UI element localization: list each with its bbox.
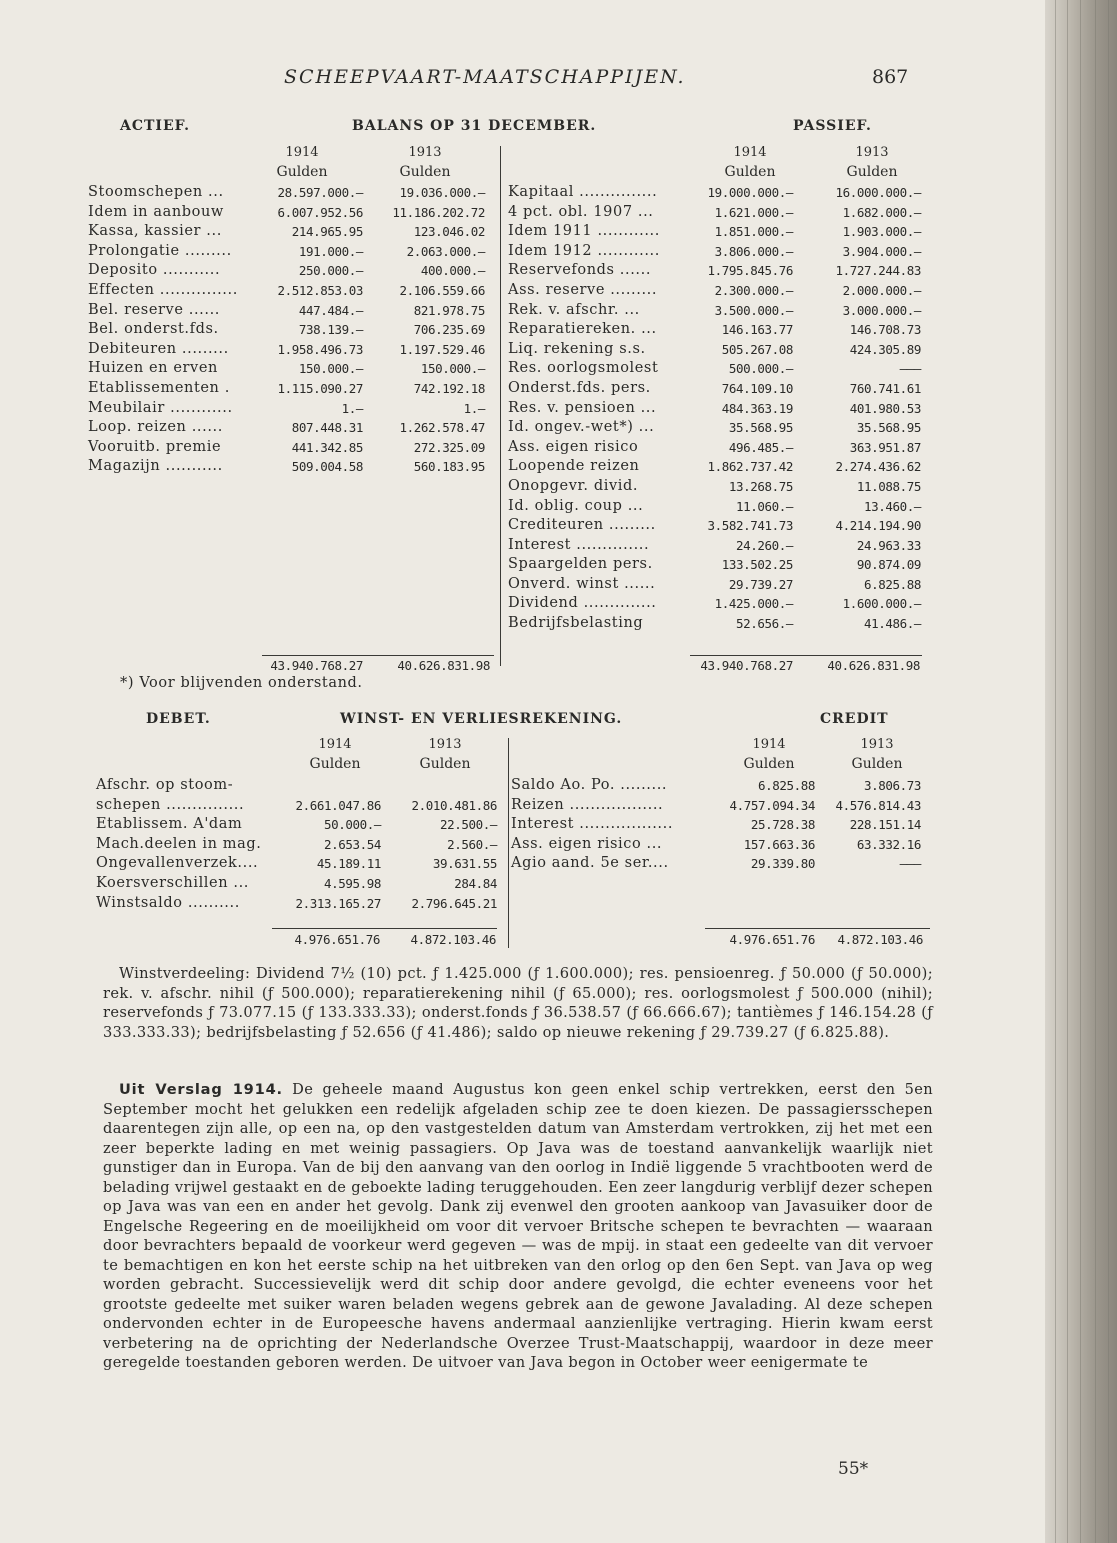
passief-label: Id. oblig. coup ... — [508, 497, 644, 514]
passief-heading: PASSIEF. — [793, 118, 872, 134]
actief-row — [88, 340, 493, 360]
actief-value-1913: 1.197.529.46 — [399, 341, 485, 357]
passief-unit-1913: Gulden — [846, 164, 898, 180]
debet-row — [96, 796, 501, 816]
passief-row — [508, 418, 921, 438]
passief-value-1914: 11.060.— — [735, 498, 793, 514]
passief-value-1914: 500.000.— — [728, 361, 793, 377]
passief-value-1914: 24.260.— — [735, 537, 793, 553]
passief-value-1913: 35.568.95 — [856, 420, 921, 436]
actief-row — [88, 301, 493, 321]
debet-total-rule — [272, 928, 497, 929]
credit-label: Interest .................. — [511, 816, 674, 833]
actief-total-1914: 43.940.768.27 — [270, 658, 363, 673]
actief-unit-1913: Gulden — [399, 164, 451, 180]
debet-value-1913: 2.010.481.86 — [411, 797, 497, 813]
passief-year-1913: 1913 — [855, 145, 889, 160]
passief-label: Id. ongev.-wet*) ... — [508, 419, 655, 436]
passief-row — [508, 261, 921, 281]
verslag-body: De geheele maand Augustus kon geen enkel schip vertrekken, eerst den 5en September mocht het gelukken een redelijk afgeladen schip zee te doen kiezen. De passagiersschepen daarentegen zijn alle, op een na, op den vastgestelden datum van Amsterdam vertrokken, zij het met een zeer beperkte lading en met weinig passagiers. Op Java was de toestand aanvankelijk waarlijk niet gunstiger dan in Europa. Van de bij den aanvang van den oorlog in Indië liggende 5 vrachtbooten werd de belading vrijwel gestaakt en de geboekte lading teruggehouden. Een zeer langdurig verblijf dezer schepen op Java was van een en ander het gevolg. Dank zij evenwel den grooten aankoop van Javasuiker door de Engelsche Regeering en de moeilijkheid om voor dit vervoer Britsche schepen te bevrachten — waaraan door bevrachters bepaald de voorkeur werd gegeven — was de mpij. in staat een gedeelte van dit vervoer te bemachtigen en kon het eerste schip na het uitbreken van den orlog op den 6en Sept. van Java op weg worden gebracht. Successievelijk werd dit schip door andere gevolgd, die echter eveneens voor het grootste gedeelte met suiker waren beladen wegens gebrek aan de gewone Javalading. Al deze schepen ondervonden echter in de Europeesche havens andermaal aanzienlijke vertraging. Hierin kwam eerst verbetering na de oprichting der Nederlandsche Overzee Trust-Maatschappij, waardoor in deze meer geregelde toestanden geboren werden. De uitvoer van Java begon in October weer eenigermate te — [103, 1081, 933, 1371]
actief-label: Idem in aanbouw — [88, 203, 224, 220]
actief-label: Huizen en erven — [88, 360, 218, 377]
debet-label: Etablissem. A'dam — [96, 816, 243, 833]
passief-row — [508, 497, 921, 517]
credit-value-1913: ——— — [899, 856, 921, 872]
passief-row — [508, 379, 921, 399]
credit-row — [511, 796, 921, 816]
actief-value-1913: 19.036.000.— — [399, 185, 485, 200]
passief-value-1913: 11.088.75 — [856, 478, 921, 494]
debet-value-1913: 2.796.645.21 — [411, 895, 497, 911]
debet-row — [96, 776, 501, 796]
actief-label: Etablissementen . — [88, 379, 230, 396]
actief-row — [88, 418, 493, 438]
debet-year-1913: 1913 — [428, 737, 462, 752]
debet-row — [96, 894, 501, 914]
debet-value-1913: 39.631.55 — [432, 856, 497, 872]
passief-value-1913: 424.305.89 — [849, 341, 921, 357]
actief-value-1913: 123.046.02 — [413, 224, 485, 240]
passief-year-1914: 1914 — [733, 145, 767, 160]
actief-year-1913: 1913 — [408, 145, 442, 160]
passief-value-1913: 363.951.87 — [849, 439, 921, 455]
debet-label: Afschr. op stoom- — [96, 777, 234, 793]
passief-label: Bedrijfsbelasting — [508, 615, 644, 632]
actief-value-1913: 1.262.578.47 — [399, 420, 485, 436]
actief-heading: ACTIEF. — [120, 118, 191, 134]
passief-value-1914: 3.500.000.— — [714, 302, 793, 318]
passief-row — [508, 359, 921, 379]
credit-value-1914: 157.663.36 — [743, 836, 815, 852]
debet-row — [96, 835, 501, 855]
passief-value-1913: 1.600.000.— — [842, 596, 921, 612]
passief-total-1913: 40.626.831.98 — [827, 658, 920, 673]
pl-divider — [508, 738, 509, 948]
actief-unit-1914: Gulden — [276, 164, 328, 180]
passief-row — [508, 320, 921, 340]
passief-value-1914: 1.851.000.— — [714, 224, 793, 240]
credit-value-1913: 228.151.14 — [849, 817, 921, 833]
passief-value-1914: 52.656.— — [735, 616, 793, 632]
debet-row — [96, 815, 501, 835]
actief-row — [88, 281, 493, 301]
passief-table — [508, 183, 921, 634]
passief-label: Liq. rekening s.s. — [508, 340, 646, 357]
actief-value-1914: 2.512.853.03 — [277, 282, 363, 298]
actief-value-1913: 272.325.09 — [413, 439, 485, 455]
debet-row — [96, 854, 501, 874]
passief-value-1914: 2.300.000.— — [714, 282, 793, 298]
actief-row — [88, 457, 493, 477]
passief-row — [508, 222, 921, 242]
actief-value-1914: 509.004.58 — [291, 459, 363, 475]
credit-row — [511, 776, 921, 796]
debet-label: schepen ............... — [96, 796, 245, 813]
credit-label: Agio aand. 5e ser.... — [511, 855, 669, 872]
verslag-lead: Uit Verslag 1914. — [119, 1081, 283, 1098]
passief-label: Crediteuren ......... — [508, 517, 656, 534]
passief-value-1914: 505.267.08 — [721, 341, 793, 357]
passief-label: Reservefonds ...... — [508, 262, 652, 279]
actief-value-1913: 2.106.559.66 — [399, 282, 485, 298]
passief-value-1914: 1.795.845.76 — [707, 263, 793, 279]
passief-value-1914: 35.568.95 — [728, 420, 793, 436]
book-gutter — [1045, 0, 1117, 1543]
passief-value-1913: 146.708.73 — [849, 322, 921, 338]
passief-value-1914: 3.806.000.— — [714, 243, 793, 259]
actief-value-1914: 28.597.000.— — [277, 185, 363, 200]
passief-label: Interest .............. — [508, 536, 650, 553]
passief-value-1913: 1.727.244.83 — [835, 263, 921, 279]
passief-label: Kapitaal ............... — [508, 184, 658, 200]
actief-value-1914: 191.000.— — [298, 243, 363, 259]
debet-label: Winstsaldo .......... — [96, 894, 240, 911]
passief-value-1914: 29.739.27 — [728, 576, 793, 592]
actief-label: Stoomschepen ... — [88, 184, 224, 200]
credit-year-1914: 1914 — [752, 737, 786, 752]
passief-row — [508, 301, 921, 321]
debet-year-1914: 1914 — [318, 737, 352, 752]
passief-value-1914: 146.163.77 — [721, 322, 793, 338]
actief-row — [88, 261, 493, 281]
actief-value-1914: 214.965.95 — [291, 224, 363, 240]
actief-label: Bel. reserve ...... — [88, 301, 220, 318]
actief-label: Effecten ............... — [88, 281, 238, 298]
credit-label: Reizen .................. — [511, 796, 664, 813]
credit-value-1913: 4.576.814.43 — [835, 797, 921, 813]
actief-row — [88, 379, 493, 399]
passief-total-1914: 43.940.768.27 — [700, 658, 793, 673]
passief-row — [508, 575, 921, 595]
credit-table — [511, 776, 921, 874]
actief-row — [88, 203, 493, 223]
debet-label: Koersverschillen ... — [96, 874, 249, 891]
passief-label: Rek. v. afschr. ... — [508, 301, 640, 318]
passief-row — [508, 438, 921, 458]
passief-row — [508, 281, 921, 301]
passief-value-1913: 90.874.09 — [856, 557, 921, 573]
passief-value-1914: 764.109.10 — [721, 380, 793, 396]
actief-label: Vooruitb. premie — [88, 438, 222, 455]
passief-row — [508, 536, 921, 556]
credit-value-1914: 6.825.88 — [757, 778, 815, 793]
debet-value-1913: 284.84 — [454, 875, 497, 891]
debet-label: Mach.deelen in mag. — [96, 835, 262, 852]
credit-row — [511, 815, 921, 835]
actief-year-1914: 1914 — [285, 145, 319, 160]
passief-value-1914: 13.268.75 — [728, 478, 793, 494]
credit-value-1914: 29.339.80 — [750, 856, 815, 872]
actief-value-1914: 1.115.090.27 — [277, 380, 363, 396]
credit-row — [511, 835, 921, 855]
debet-value-1914: 2.661.047.86 — [295, 797, 381, 813]
actief-value-1913: 2.063.000.— — [406, 243, 485, 259]
actief-table — [88, 183, 493, 477]
passief-label: 4 pct. obl. 1907 ... — [508, 203, 654, 220]
credit-total-1914: 4.976.651.76 — [729, 932, 815, 947]
debet-label: Ongevallenverzek.... — [96, 855, 259, 872]
passief-label: Loopende reizen — [508, 458, 640, 475]
passief-value-1914: 1.425.000.— — [714, 596, 793, 612]
passief-label: Onverd. winst ...... — [508, 575, 656, 592]
passief-value-1913: 2.000.000.— — [842, 282, 921, 298]
passief-unit-1914: Gulden — [724, 164, 776, 180]
credit-heading: CREDIT — [820, 711, 889, 727]
passief-row — [508, 555, 921, 575]
credit-row — [511, 854, 921, 874]
passief-value-1913: 24.963.33 — [856, 537, 921, 553]
actief-total-rule — [262, 655, 494, 656]
signature-mark: 55* — [838, 1459, 869, 1479]
actief-value-1913: 1.— — [463, 400, 485, 416]
actief-label: Deposito ........... — [88, 262, 221, 279]
credit-year-1913: 1913 — [860, 737, 894, 752]
credit-value-1914: 4.757.094.34 — [729, 797, 815, 813]
passief-label: Res. oorlogsmolest — [508, 360, 659, 377]
debet-table — [96, 776, 501, 913]
debet-value-1914: 2.313.165.27 — [295, 895, 381, 911]
actief-row — [88, 183, 493, 203]
actief-value-1914: 150.000.— — [298, 361, 363, 377]
actief-label: Prolongatie ......... — [88, 242, 232, 259]
passief-value-1913: ——— — [899, 361, 921, 377]
passief-value-1913: 3.000.000.— — [842, 302, 921, 318]
actief-label: Debiteuren ......... — [88, 340, 229, 357]
passief-label: Dividend .............. — [508, 595, 657, 612]
debet-row — [96, 874, 501, 894]
passief-row — [508, 614, 921, 634]
passief-label: Idem 1911 ............ — [508, 223, 660, 240]
credit-unit-1913: Gulden — [851, 756, 903, 772]
passief-value-1913: 41.486.— — [863, 616, 921, 632]
passief-value-1913: 1.682.000.— — [842, 204, 921, 220]
passief-value-1913: 4.214.194.90 — [835, 518, 921, 534]
actief-value-1913: 11.186.202.72 — [392, 204, 485, 220]
actief-value-1913: 560.183.95 — [413, 459, 485, 475]
debet-total-1914: 4.976.651.76 — [294, 932, 380, 947]
actief-value-1913: 821.978.75 — [413, 302, 485, 318]
actief-row — [88, 399, 493, 419]
debet-unit-1914: Gulden — [309, 756, 361, 772]
credit-unit-1914: Gulden — [743, 756, 795, 772]
actief-row — [88, 438, 493, 458]
passief-total-rule — [690, 655, 922, 656]
passief-value-1913: 401.980.53 — [849, 400, 921, 416]
winstverdeeling-paragraph: Winstverdeeling: Dividend 7½ (10) pct. ƒ 1.425.000 (ƒ 1.600.000); res. pensioenreg. ƒ 50.000 (ƒ 50.000); rek. v. afschr. nihil (ƒ 500.000); reparatierekening nihil (ƒ 65.000); res. oorlogsmolest ƒ 500.000 (nihil); reservefonds ƒ 73.077.15 (ƒ 133.333.33); onderst.fonds ƒ 36.538.57 (ƒ 66.666.67); tantièmes ƒ 146.154.28 (ƒ 333.333.33); bedrijfsbelasting ƒ 52.656 (ƒ 41.486); saldo op nieuwe rekening ƒ 29.739.27 (ƒ 6.825.88). — [103, 965, 933, 1041]
actief-row — [88, 320, 493, 340]
actief-label: Bel. onderst.fds. — [88, 321, 219, 338]
passief-row — [508, 594, 921, 614]
actief-label: Kassa, kassier ... — [88, 223, 222, 240]
passief-row — [508, 242, 921, 262]
actief-row — [88, 222, 493, 242]
credit-label: Saldo Ao. Po. ......... — [511, 777, 668, 793]
actief-row — [88, 359, 493, 379]
verslag-paragraph — [103, 1080, 933, 1373]
actief-value-1914: 807.448.31 — [291, 420, 363, 436]
actief-label: Magazijn ........... — [88, 458, 223, 475]
credit-total-rule — [705, 928, 930, 929]
passief-value-1913: 2.274.436.62 — [835, 459, 921, 475]
debet-value-1914: 50.000.— — [323, 817, 381, 833]
actief-value-1914: 441.342.85 — [291, 439, 363, 455]
passief-label: Onopgevr. divid. — [508, 477, 639, 494]
passief-value-1914: 19.000.000.— — [707, 185, 793, 200]
actief-value-1914: 6.007.952.56 — [277, 204, 363, 220]
passief-row — [508, 399, 921, 419]
passief-label: Spaargelden pers. — [508, 556, 653, 573]
passief-value-1913: 1.903.000.— — [842, 224, 921, 240]
actief-label: Meubilair ............ — [88, 399, 233, 416]
passief-row — [508, 183, 921, 203]
passief-value-1913: 760.741.61 — [849, 380, 921, 396]
passief-row — [508, 203, 921, 223]
actief-label: Loop. reizen ...... — [88, 419, 223, 436]
passief-label: Reparatiereken. ... — [508, 321, 657, 338]
passief-value-1913: 16.000.000.— — [835, 185, 921, 200]
debet-value-1914: 2.653.54 — [323, 836, 381, 852]
balans-divider — [500, 146, 501, 666]
balans-heading: BALANS OP 31 DECEMBER. — [352, 118, 597, 134]
passief-value-1914: 484.363.19 — [721, 400, 793, 416]
actief-value-1914: 1.— — [341, 400, 363, 416]
actief-value-1913: 400.000.— — [420, 263, 485, 279]
actief-value-1914: 250.000.— — [298, 263, 363, 279]
running-title: SCHEEPVAART-MAATSCHAPPIJEN. — [284, 66, 686, 88]
passief-value-1914: 496.485.— — [728, 439, 793, 455]
debet-value-1914: 45.189.11 — [316, 856, 381, 872]
actief-row — [88, 242, 493, 262]
passief-label: Ass. reserve ......... — [508, 281, 658, 298]
passief-label: Ass. eigen risico — [508, 438, 639, 455]
actief-value-1914: 738.139.— — [298, 322, 363, 338]
debet-value-1913: 22.500.— — [439, 817, 497, 833]
credit-label: Ass. eigen risico ... — [511, 835, 663, 852]
credit-value-1913: 63.332.16 — [856, 836, 921, 852]
passief-value-1914: 1.862.737.42 — [707, 459, 793, 475]
debet-unit-1913: Gulden — [419, 756, 471, 772]
passief-value-1913: 3.904.000.— — [842, 243, 921, 259]
debet-value-1914: 4.595.98 — [323, 875, 381, 891]
passief-label: Onderst.fds. pers. — [508, 379, 651, 396]
footnote: *) Voor blijvenden onderstand. — [120, 675, 363, 691]
actief-value-1913: 742.192.18 — [413, 380, 485, 396]
passief-value-1914: 133.502.25 — [721, 557, 793, 573]
debet-heading: DEBET. — [146, 711, 211, 727]
winst-verlies-heading: WINST- EN VERLIESREKENING. — [340, 711, 623, 727]
actief-value-1913: 150.000.— — [420, 361, 485, 377]
credit-value-1914: 25.728.38 — [750, 817, 815, 833]
passief-label: Idem 1912 ............ — [508, 242, 660, 259]
debet-value-1913: 2.560.— — [447, 836, 497, 852]
passief-label: Res. v. pensioen ... — [508, 399, 657, 416]
passief-row — [508, 516, 921, 536]
credit-total-1913: 4.872.103.46 — [837, 932, 923, 947]
actief-value-1914: 1.958.496.73 — [277, 341, 363, 357]
passief-value-1913: 13.460.— — [863, 498, 921, 514]
passief-row — [508, 340, 921, 360]
page-number: 867 — [872, 66, 909, 88]
passief-value-1914: 3.582.741.73 — [707, 518, 793, 534]
passief-value-1914: 1.621.000.— — [714, 204, 793, 220]
actief-total-1913: 40.626.831.98 — [397, 658, 490, 673]
passief-value-1913: 6.825.88 — [863, 576, 921, 592]
debet-total-1913: 4.872.103.46 — [410, 932, 496, 947]
actief-value-1914: 447.484.— — [298, 302, 363, 318]
credit-value-1913: 3.806.73 — [863, 778, 921, 793]
passief-row — [508, 477, 921, 497]
passief-row — [508, 457, 921, 477]
actief-value-1913: 706.235.69 — [413, 322, 485, 338]
